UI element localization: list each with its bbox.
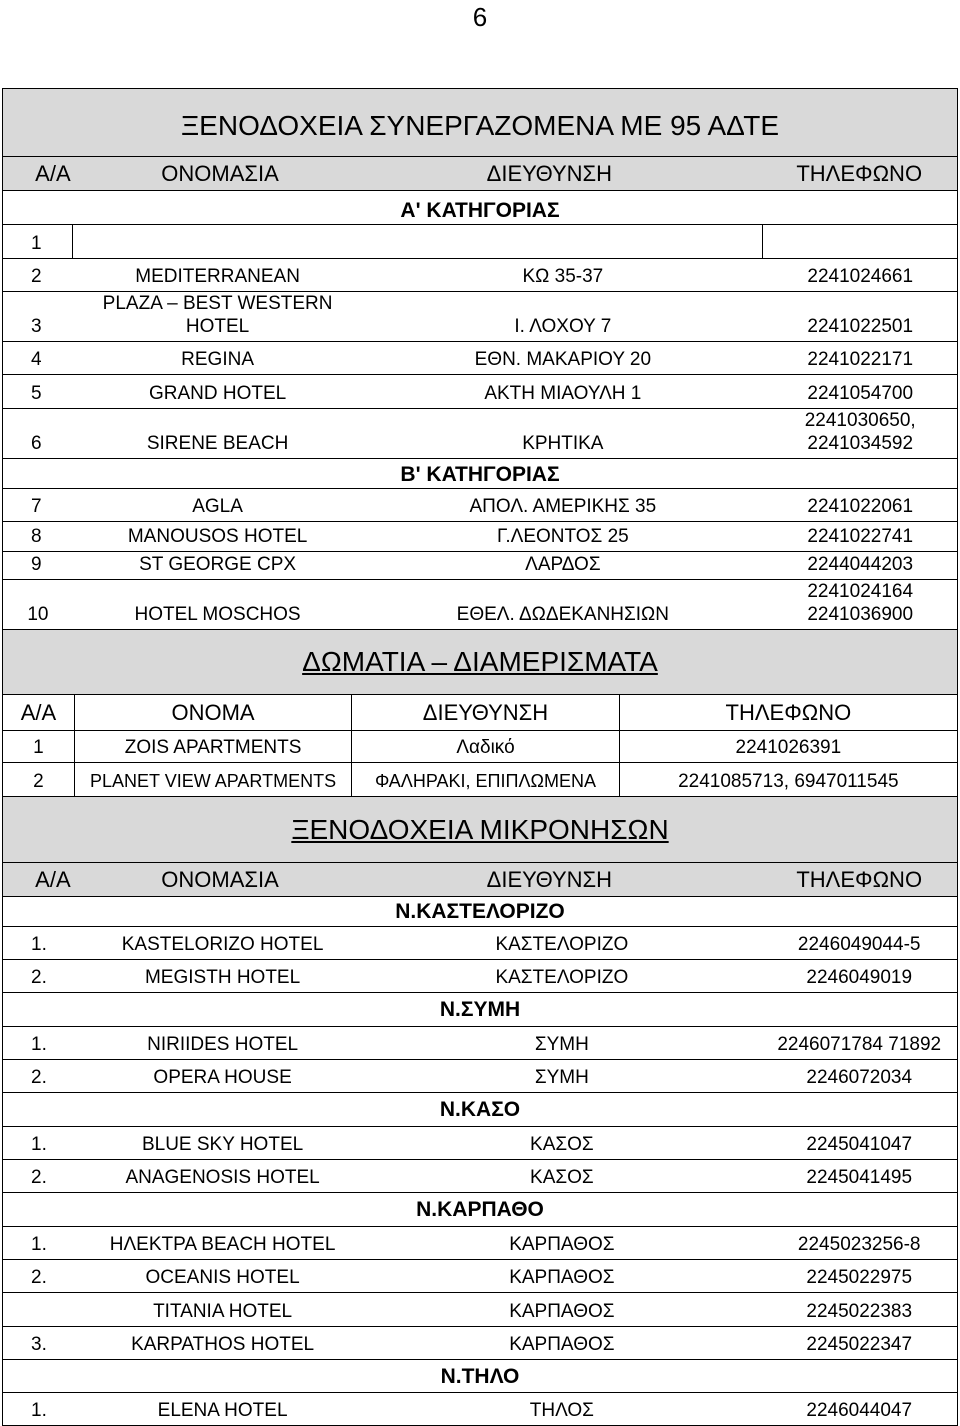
table-row	[2, 1026, 958, 1059]
row-name: ZOIS APARTMENTS	[75, 731, 352, 762]
row-phone: 2245023256-8	[797, 1234, 921, 1255]
section2-title-row	[2, 629, 958, 694]
row-no: 2.	[31, 1267, 47, 1288]
row-address: ΕΘΝ. ΜΑΚΑΡΙΟΥ 20	[474, 349, 652, 370]
header-phone: ΤΗΛΕΦΩΝΟ	[796, 866, 923, 892]
header-no: Α/Α	[35, 866, 71, 892]
table-row	[2, 224, 958, 258]
row-no: 5	[31, 383, 42, 404]
row-phone: 2241022501	[807, 316, 914, 337]
row-name: KASTELORIZO HOTEL	[121, 934, 324, 955]
table-row	[2, 1259, 958, 1292]
row-name: PLAZA – BEST WESTERN HOTEL	[102, 293, 333, 337]
table-row	[2, 1159, 958, 1192]
row-no: 2	[3, 763, 75, 796]
section3-title: ΞΕΝΟΔΟΧΕΙΑ ΜΙΚΡΟΝΗΣΩΝ	[291, 813, 669, 845]
row-address: ΑΠΟΛ. ΑΜΕΡΙΚΗΣ 35	[469, 496, 657, 517]
row-no: 10	[27, 604, 49, 625]
table-row	[2, 1226, 958, 1259]
row-address: ΣΥΜΗ	[534, 1034, 589, 1055]
row-name: TITANIA HOTEL	[153, 1301, 293, 1322]
island-name: Ν.ΚΑΣΟ	[439, 1098, 521, 1121]
table-row	[2, 374, 958, 408]
row-address: ΑΚΤΗ ΜΙΑΟΥΛΗ 1	[484, 383, 642, 404]
row-no: 1	[3, 225, 73, 258]
row-phone: 2241085713, 6947011545	[678, 771, 899, 792]
row-address: ΕΘΕΛ. ΔΩΔΕΚΑΝΗΣΙΩΝ	[456, 604, 669, 625]
row-no: 2.	[31, 967, 47, 988]
header-address: ΔΙΕΥΘΥΝΣΗ	[486, 160, 613, 186]
row-address: ΚΑΡΠΑΘΟΣ	[509, 1301, 615, 1322]
table-row	[2, 1326, 958, 1359]
table-row	[2, 762, 958, 796]
row-phone: 2241022171	[807, 349, 914, 370]
row-phone: 2241030650, 2241034592	[804, 410, 916, 454]
row-phone: 2246071784 71892	[777, 1034, 942, 1055]
row-name: PLANET VIEW APARTMENTS	[75, 763, 352, 796]
row-phone: 2246044047	[806, 1400, 913, 1421]
row-phone: 2241022741	[807, 526, 914, 547]
row-name: KARPATHOS HOTEL	[131, 1334, 315, 1355]
table-row	[2, 408, 958, 458]
row-phone: 2246049019	[806, 967, 913, 988]
island-name: Ν.ΚΑΣΤΕΛΟΡΙΖΟ	[395, 900, 565, 923]
island-name: Ν.ΣΥΜΗ	[439, 998, 521, 1021]
row-name: BLUE SKY HOTEL	[141, 1134, 304, 1155]
header-no: Α/Α	[3, 695, 75, 730]
row-address: Ι. ΛΟΧΟΥ 7	[514, 316, 612, 337]
island-header-row	[2, 1092, 958, 1126]
row-name: OPERA HOUSE	[153, 1067, 292, 1088]
row-phone: 2241024164 2241036900	[807, 581, 914, 625]
row-address: Λαδικό	[352, 731, 619, 762]
table-row	[2, 488, 958, 521]
row-address: ΚΑΡΠΑΘΟΣ	[509, 1267, 615, 1288]
row-phone: 2241026391	[735, 737, 842, 758]
table-row	[2, 959, 958, 992]
row-name: NIRIIDES HOTEL	[147, 1034, 299, 1055]
table-row	[2, 1126, 958, 1159]
row-no: 1.	[31, 934, 47, 955]
section3-header-row	[2, 862, 958, 896]
table-row	[2, 258, 958, 291]
row-no	[3, 1293, 83, 1326]
row-no: 1.	[31, 1034, 47, 1055]
page-number: 6	[472, 2, 488, 32]
row-no: 9	[31, 554, 42, 575]
island-header-row	[2, 1192, 958, 1226]
row-name: HOTEL MOSCHOS	[134, 604, 301, 625]
row-name: AGLA	[192, 496, 243, 517]
row-no: 1	[3, 731, 75, 762]
row-no: 4	[31, 349, 42, 370]
row-name: ELENA HOTEL	[157, 1400, 288, 1421]
table-row	[2, 926, 958, 959]
row-address: ΚΑΣΟΣ	[530, 1134, 594, 1155]
header-name: ΟΝΟΜΑΣΙΑ	[161, 866, 279, 892]
row-name: MANOUSOS HOTEL	[127, 526, 308, 547]
table-row	[2, 1292, 958, 1326]
row-address: ΚΑΣΤΕΛΟΡΙΖΟ	[495, 934, 629, 955]
row-address: ΛΑΡΔΟΣ	[525, 554, 601, 575]
row-address: ΚΡΗΤΙΚΑ	[522, 433, 604, 454]
row-address: ΚΩ 35-37	[522, 266, 604, 287]
row-phone: 2241054700	[807, 383, 914, 404]
row-phone: 2245022383	[806, 1301, 913, 1322]
header-address: ΔΙΕΥΘΥΝΣΗ	[486, 866, 613, 892]
row-no: 1.	[31, 1234, 47, 1255]
category-b-label: Β' ΚΑΤΗΓΟΡΙΑΣ	[400, 463, 560, 486]
header-name: ΟΝΟΜΑ	[75, 695, 352, 730]
row-address: ΤΗΛΟΣ	[529, 1400, 594, 1421]
table-row	[2, 551, 958, 579]
header-no: Α/Α	[35, 160, 71, 186]
row-no: 1.	[31, 1134, 47, 1155]
island-header-row	[2, 992, 958, 1026]
island-name: Ν.ΤΗΛΟ	[440, 1364, 520, 1388]
row-name: ST GEORGE CPX	[139, 554, 297, 575]
row-name: MEDITERRANEAN	[135, 266, 300, 287]
row-address	[362, 225, 763, 258]
row-name: ΗΛΕΚΤΡΑ BEACH HOTEL	[109, 1234, 336, 1255]
table-row	[2, 341, 958, 374]
row-no: 7	[31, 496, 42, 517]
row-name: GRAND HOTEL	[148, 383, 287, 404]
row-name: OCEANIS HOTEL	[145, 1267, 300, 1288]
row-phone: 2241022061	[807, 496, 914, 517]
row-address: Γ.ΛΕΟΝΤΟΣ 25	[496, 526, 629, 547]
document-table	[2, 88, 958, 1426]
row-phone: 2246049044-5	[797, 934, 921, 955]
table-row	[2, 579, 958, 629]
row-address: ΚΑΡΠΑΘΟΣ	[509, 1334, 615, 1355]
section3-title-row	[2, 796, 958, 862]
section2-header-row	[2, 694, 958, 730]
row-no: 2	[31, 266, 42, 287]
section1-header-row	[2, 156, 958, 190]
island-header-row	[2, 1359, 958, 1392]
section2-title: ΔΩΜΑΤΙΑ – ΔΙΑΜΕΡΙΣΜΑΤΑ	[302, 646, 658, 677]
row-phone: 2245022975	[806, 1267, 913, 1288]
row-name: REGINA	[181, 349, 255, 370]
row-no: 1.	[31, 1400, 47, 1421]
header-name: ΟΝΟΜΑΣΙΑ	[161, 160, 279, 186]
row-phone: 2244044203	[807, 554, 914, 575]
section1-title-row	[2, 88, 958, 156]
row-phone: 2245041495	[806, 1167, 913, 1188]
table-row	[2, 291, 958, 341]
row-phone: 2246072034	[806, 1067, 913, 1088]
row-no: 2.	[31, 1167, 47, 1188]
header-address: ΔΙΕΥΘΥΝΣΗ	[352, 695, 619, 730]
header-phone: ΤΗΛΕΦΩΝΟ	[725, 699, 852, 725]
row-name	[73, 225, 362, 258]
header-phone: ΤΗΛΕΦΩΝΟ	[796, 160, 923, 186]
island-name: Ν.ΚΑΡΠΑΘΟ	[416, 1198, 544, 1221]
table-row	[2, 1059, 958, 1092]
table-row	[2, 521, 958, 551]
row-no: 6	[31, 433, 42, 454]
category-b-row	[2, 458, 958, 488]
category-a-label: Α' ΚΑΤΗΓΟΡΙΑΣ	[400, 199, 560, 222]
category-a-row	[2, 190, 958, 224]
row-address: ΚΑΣΟΣ	[530, 1167, 594, 1188]
row-address: ΚΑΡΠΑΘΟΣ	[509, 1234, 615, 1255]
table-row	[2, 1392, 958, 1426]
row-phone: 2245022347	[806, 1334, 913, 1355]
island-header-row	[2, 896, 958, 926]
row-name: MEGISTH HOTEL	[144, 967, 301, 988]
table-row	[2, 730, 958, 762]
row-no: 3.	[31, 1334, 47, 1355]
row-name: SIRENE BEACH	[146, 433, 289, 454]
row-no: 2.	[31, 1067, 47, 1088]
row-address: ΣΥΜΗ	[534, 1067, 589, 1088]
row-no: 3	[31, 316, 42, 337]
row-name: ANAGENOSIS HOTEL	[125, 1167, 320, 1188]
row-phone: 2245041047	[806, 1134, 913, 1155]
row-address: ΚΑΣΤΕΛΟΡΙΖΟ	[495, 967, 629, 988]
row-address: ΦΑΛΗΡΑΚΙ, ΕΠΙΠΛΩΜΕΝΑ	[352, 763, 619, 796]
row-no: 8	[31, 526, 42, 547]
row-phone	[763, 225, 957, 258]
row-phone: 2241024661	[807, 266, 914, 287]
section1-title: ΞΕΝΟΔΟΧΕΙΑ ΣΥΝΕΡΓΑΖΟΜΕΝΑ ΜΕ 95 ΑΔΤΕ	[180, 109, 779, 141]
